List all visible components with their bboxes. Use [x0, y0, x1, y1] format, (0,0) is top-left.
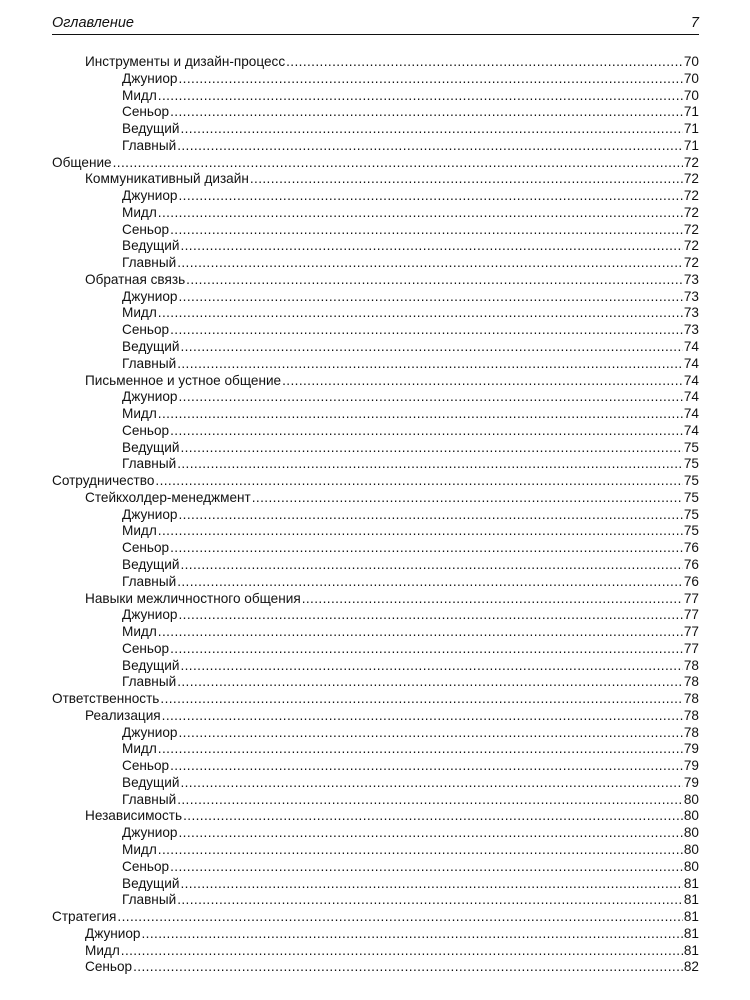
toc-entry-title: Сеньор — [122, 422, 170, 438]
toc-entry-page: 76 — [683, 573, 699, 589]
toc-entry-page: 81 — [683, 925, 699, 941]
toc-entry-title: Ведущий — [122, 657, 180, 673]
toc-entry[interactable] — [52, 859, 699, 876]
toc-entry-page: 80 — [683, 808, 699, 824]
toc-entry-title: Общение — [52, 154, 112, 170]
toc-entry[interactable] — [52, 54, 699, 71]
dot-leader — [170, 423, 683, 440]
toc-entry[interactable] — [52, 959, 699, 976]
toc-entry[interactable] — [52, 238, 699, 255]
toc-entry-title: Сеньор — [122, 858, 170, 874]
toc-entry-title: Главный — [122, 791, 177, 807]
toc-entry-page: 74 — [683, 372, 699, 388]
toc-entry-title: Главный — [122, 892, 177, 908]
dot-leader — [177, 255, 683, 272]
toc-entry-page: 72 — [683, 221, 699, 237]
dot-leader — [170, 540, 683, 557]
toc-entry-page: 78 — [683, 724, 699, 740]
toc-entry[interactable] — [52, 188, 699, 205]
toc-entry-page: 75 — [683, 506, 699, 522]
toc-entry-page: 79 — [683, 774, 699, 790]
dot-leader — [158, 523, 683, 540]
toc-entry-page: 74 — [683, 355, 699, 371]
toc-entry-title: Независимость — [85, 808, 183, 824]
dot-leader — [177, 792, 683, 809]
toc-entry-title: Джуниор — [122, 825, 178, 841]
toc-entry-title: Главный — [122, 255, 177, 271]
toc-entry-page: 72 — [683, 204, 699, 220]
toc-entry-page: 70 — [683, 87, 699, 103]
toc-entry-page: 77 — [683, 624, 699, 640]
toc-entry[interactable] — [52, 473, 699, 490]
toc-entry[interactable] — [52, 423, 699, 440]
dot-leader — [180, 121, 682, 138]
dot-leader — [121, 943, 683, 960]
dot-leader — [177, 574, 683, 591]
toc-entry-title: Джуниор — [122, 607, 178, 623]
dot-leader — [155, 473, 682, 490]
dot-leader — [180, 775, 682, 792]
toc-entry-page: 79 — [683, 741, 699, 757]
toc-entry[interactable] — [52, 691, 699, 708]
toc-entry[interactable] — [52, 540, 699, 557]
toc-entry-page: 75 — [683, 439, 699, 455]
toc-entry-page: 73 — [683, 305, 699, 321]
dot-leader — [158, 406, 683, 423]
dot-leader — [178, 507, 682, 524]
dot-leader — [282, 373, 683, 390]
dot-leader — [133, 959, 683, 976]
toc-entry-page: 72 — [683, 171, 699, 187]
toc-entry[interactable] — [52, 104, 699, 121]
toc-entry-page: 77 — [683, 590, 699, 606]
toc-entry[interactable] — [52, 406, 699, 423]
dot-leader — [170, 222, 683, 239]
toc-entry-title: Ведущий — [122, 875, 180, 891]
toc-entry[interactable] — [52, 741, 699, 758]
toc-entry-title: Главный — [122, 573, 177, 589]
toc-entry-title: Джуниор — [85, 925, 141, 941]
toc-entry-page: 72 — [683, 188, 699, 204]
dot-leader — [178, 825, 682, 842]
toc-entry-title: Джуниор — [122, 188, 178, 204]
toc-entry-page: 71 — [683, 104, 699, 120]
toc-entry-title: Сеньор — [122, 540, 170, 556]
toc-entry-page: 80 — [683, 841, 699, 857]
toc-entry[interactable] — [52, 775, 699, 792]
dot-leader — [141, 926, 682, 943]
toc-entry-title: Ведущий — [122, 238, 180, 254]
toc-entry[interactable] — [52, 607, 699, 624]
dot-leader — [170, 641, 683, 658]
toc-entry-page: 74 — [683, 406, 699, 422]
toc-entry-page: 71 — [683, 137, 699, 153]
toc-entry[interactable] — [52, 842, 699, 859]
toc-entry-title: Мидл — [122, 741, 157, 757]
toc-entry[interactable] — [52, 272, 699, 289]
toc-entry-page: 72 — [683, 255, 699, 271]
toc-entry[interactable] — [52, 121, 699, 138]
toc-entry-title: Мидл — [122, 406, 157, 422]
toc-entry-page: 75 — [683, 456, 699, 472]
toc-entry-title: Стратегия — [52, 909, 117, 925]
toc-entry-page: 77 — [683, 640, 699, 656]
dot-leader — [177, 892, 683, 909]
dot-leader — [170, 104, 683, 121]
dot-leader — [158, 624, 683, 641]
toc-entry[interactable] — [52, 71, 699, 88]
toc-entry-page: 75 — [683, 473, 699, 489]
toc-entry[interactable] — [52, 339, 699, 356]
toc-entry-page: 78 — [683, 674, 699, 690]
dot-leader — [158, 88, 683, 105]
dot-leader — [183, 808, 683, 825]
dot-leader — [160, 691, 682, 708]
toc-entry[interactable] — [52, 825, 699, 842]
toc-entry[interactable] — [52, 440, 699, 457]
toc-entry[interactable] — [52, 305, 699, 322]
dot-leader — [180, 557, 682, 574]
toc-entry-page: 80 — [683, 858, 699, 874]
dot-leader — [177, 456, 683, 473]
toc-entry-title: Главный — [122, 456, 177, 472]
toc-entry-title: Джуниор — [122, 70, 178, 86]
toc-entry-page: 77 — [683, 607, 699, 623]
toc-entry-title: Коммуникативный дизайн — [85, 171, 249, 187]
dot-leader — [250, 171, 683, 188]
toc-entry[interactable] — [52, 523, 699, 540]
toc-entry-page: 78 — [683, 707, 699, 723]
toc-entry[interactable] — [52, 155, 699, 172]
dot-leader — [252, 490, 683, 507]
dot-leader — [302, 591, 683, 608]
page-number: 7 — [690, 15, 699, 31]
dot-leader — [178, 188, 682, 205]
dot-leader — [170, 758, 683, 775]
toc-entry-title: Джуниор — [122, 288, 178, 304]
toc-entry-title: Джуниор — [122, 506, 178, 522]
toc-entry-title: Мидл — [122, 87, 157, 103]
toc-entry-title: Сеньор — [122, 322, 170, 338]
page-header — [52, 14, 699, 35]
toc-entry[interactable] — [52, 725, 699, 742]
toc-entry[interactable] — [52, 708, 699, 725]
toc-entry-title: Ведущий — [122, 339, 180, 355]
dot-leader — [180, 339, 682, 356]
toc-entry[interactable] — [52, 373, 699, 390]
toc-entry-page: 81 — [683, 909, 699, 925]
toc-entry-title: Мидл — [85, 942, 120, 958]
toc-entry[interactable] — [52, 356, 699, 373]
toc-entry-title: Джуниор — [122, 389, 178, 405]
dot-leader — [158, 305, 683, 322]
dot-leader — [178, 71, 682, 88]
dot-leader — [178, 607, 682, 624]
toc-entry-page: 73 — [683, 271, 699, 287]
dot-leader — [286, 54, 683, 71]
toc-entry[interactable] — [52, 389, 699, 406]
toc-entry-title: Ведущий — [122, 121, 180, 137]
toc-entry-page: 74 — [683, 422, 699, 438]
toc-entry-title: Главный — [122, 137, 177, 153]
toc-entry-page: 80 — [683, 825, 699, 841]
toc-entry-page: 80 — [683, 791, 699, 807]
toc-entry[interactable] — [52, 926, 699, 943]
toc-entry[interactable] — [52, 591, 699, 608]
toc-entry[interactable] — [52, 322, 699, 339]
toc-entry-page: 73 — [683, 288, 699, 304]
toc-entry[interactable] — [52, 909, 699, 926]
dot-leader — [186, 272, 683, 289]
dot-leader — [177, 138, 683, 155]
toc-entry-title: Сотрудничество — [52, 473, 155, 489]
dot-leader — [180, 876, 682, 893]
toc-entry-title: Сеньор — [122, 104, 170, 120]
dot-leader — [162, 708, 683, 725]
toc-entry-title: Сеньор — [85, 959, 133, 975]
toc-entry-page: 70 — [683, 70, 699, 86]
toc-entry-page: 76 — [683, 556, 699, 572]
dot-leader — [180, 238, 682, 255]
toc-entry[interactable] — [52, 289, 699, 306]
toc-entry[interactable] — [52, 658, 699, 675]
dot-leader — [178, 389, 682, 406]
toc-entry-title: Ведущий — [122, 439, 180, 455]
toc-entry-page: 79 — [683, 758, 699, 774]
dot-leader — [178, 289, 682, 306]
toc-entry-page: 71 — [683, 121, 699, 137]
dot-leader — [158, 741, 683, 758]
dot-leader — [170, 322, 683, 339]
dot-leader — [158, 205, 683, 222]
toc-entry-page: 81 — [683, 875, 699, 891]
toc-entry[interactable] — [52, 641, 699, 658]
dot-leader — [117, 909, 682, 926]
toc-entry[interactable] — [52, 557, 699, 574]
toc-entry-page: 75 — [683, 523, 699, 539]
toc-entry-page: 76 — [683, 540, 699, 556]
toc-entry[interactable] — [52, 624, 699, 641]
toc-entry-page: 72 — [683, 154, 699, 170]
toc-entry-title: Ведущий — [122, 556, 180, 572]
toc-entry[interactable] — [52, 222, 699, 239]
toc-entry[interactable] — [52, 674, 699, 691]
toc-entry[interactable] — [52, 758, 699, 775]
dot-leader — [113, 155, 683, 172]
toc-entry[interactable] — [52, 507, 699, 524]
toc-entry-page: 72 — [683, 238, 699, 254]
toc-entry[interactable] — [52, 574, 699, 591]
toc-entry-page: 70 — [683, 54, 699, 69]
toc-entry-title: Инструменты и дизайн-процесс — [85, 54, 286, 69]
dot-leader — [180, 440, 682, 457]
toc-entry[interactable] — [52, 255, 699, 272]
dot-leader — [180, 658, 682, 675]
toc-entry[interactable] — [52, 490, 699, 507]
toc-entry-title: Мидл — [122, 305, 157, 321]
toc-entry-title: Мидл — [122, 841, 157, 857]
toc-entry-title: Сеньор — [122, 221, 170, 237]
toc-entry[interactable] — [52, 943, 699, 960]
dot-leader — [178, 725, 682, 742]
toc-entry-title: Ответственность — [52, 691, 160, 707]
toc-entry[interactable] — [52, 171, 699, 188]
toc-entry-page: 73 — [683, 322, 699, 338]
toc-entry-title: Обратная связь — [85, 271, 186, 287]
toc-entry-title: Реализация — [85, 707, 161, 723]
toc-entry-title: Джуниор — [122, 724, 178, 740]
toc-entry[interactable] — [52, 808, 699, 825]
toc-entry-page: 82 — [683, 959, 699, 975]
running-header-title: Оглавление — [52, 15, 134, 31]
toc-entry-page: 74 — [683, 339, 699, 355]
dot-leader — [177, 356, 683, 373]
toc-entry[interactable] — [52, 876, 699, 893]
dot-leader — [177, 674, 683, 691]
toc-entry-title: Главный — [122, 355, 177, 371]
toc-entry-title: Мидл — [122, 624, 157, 640]
dot-leader — [170, 859, 683, 876]
toc-entry-title: Мидл — [122, 204, 157, 220]
toc-entry[interactable] — [52, 88, 699, 105]
toc-entry-title: Письменное и устное общение — [85, 372, 282, 388]
toc-entry-title: Навыки межличностного общения — [85, 590, 301, 606]
toc-entry-title: Мидл — [122, 523, 157, 539]
table-of-contents — [52, 54, 699, 976]
toc-entry-title: Сеньор — [122, 640, 170, 656]
toc-entry[interactable] — [52, 892, 699, 909]
toc-entry-page: 74 — [683, 389, 699, 405]
toc-entry[interactable] — [52, 792, 699, 809]
toc-entry-page: 75 — [683, 489, 699, 505]
dot-leader — [158, 842, 683, 859]
toc-entry[interactable] — [52, 205, 699, 222]
toc-entry-page: 81 — [683, 942, 699, 958]
toc-entry-title: Главный — [122, 674, 177, 690]
toc-entry-page: 81 — [683, 892, 699, 908]
toc-entry[interactable] — [52, 138, 699, 155]
toc-entry[interactable] — [52, 456, 699, 473]
toc-entry-title: Сеньор — [122, 758, 170, 774]
toc-entry-page: 78 — [683, 691, 699, 707]
toc-entry-title: Стейкхолдер-менеджмент — [85, 489, 251, 505]
toc-entry-title: Ведущий — [122, 774, 180, 790]
toc-entry-page: 78 — [683, 657, 699, 673]
